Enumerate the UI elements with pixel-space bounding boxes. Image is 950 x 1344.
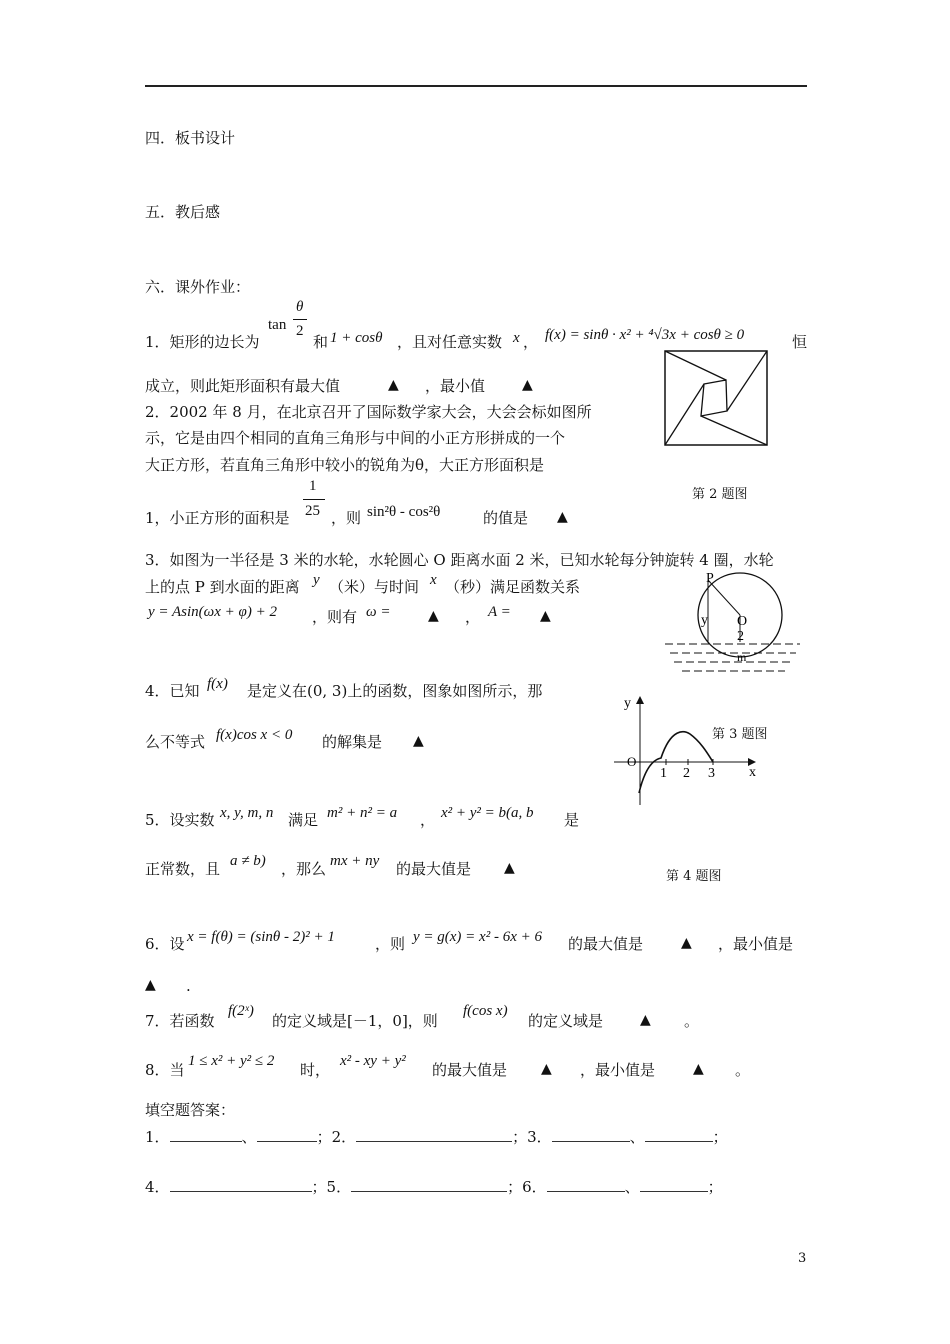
answer-blank-1b[interactable]	[257, 1127, 317, 1142]
figure-4-caption: 第 4 题图	[666, 869, 722, 884]
svg-text:y: y	[701, 613, 708, 628]
header-rule	[145, 85, 807, 87]
fraction-bar	[303, 499, 325, 500]
svg-text:m: m	[737, 650, 747, 664]
svg-text:2: 2	[737, 629, 744, 644]
svg-text:2: 2	[683, 766, 690, 781]
figure-2-square-diagram	[664, 350, 768, 446]
answer-blank-6b[interactable]	[640, 1177, 708, 1192]
svg-text:O: O	[737, 614, 748, 629]
answer-blank-1a[interactable]	[170, 1127, 242, 1142]
answer-blank-5[interactable]	[351, 1177, 507, 1192]
section-5-heading: 五．教后感	[145, 203, 221, 221]
svg-text:O: O	[627, 754, 637, 769]
fraction-bar	[293, 319, 307, 320]
answer-title: 填空题答案：	[145, 1101, 236, 1119]
answer-blank-3b[interactable]	[645, 1127, 713, 1142]
answer-blank-6a[interactable]	[547, 1177, 625, 1192]
answer-row-1: 1． 、 ；2． ；3． 、 ；	[145, 1128, 728, 1146]
answer-row-2: 4． ；5． ；6． 、 ；	[145, 1178, 723, 1196]
section-6-heading: 六．课外作业：	[145, 278, 251, 296]
answer-blank-2[interactable]	[356, 1127, 512, 1142]
figure-3-water-wheel	[660, 568, 805, 676]
page-number: 3	[798, 1251, 807, 1266]
svg-text:y: y	[624, 696, 631, 711]
figure-3-caption: 第 3 题图	[712, 727, 768, 742]
svg-text:1: 1	[660, 766, 667, 781]
figure-4-function-graph	[606, 690, 766, 810]
section-4-heading: 四．板书设计	[145, 129, 236, 147]
answer-blank-3a[interactable]	[552, 1127, 630, 1142]
svg-text:x: x	[749, 765, 756, 780]
svg-text:3: 3	[708, 766, 715, 781]
svg-text:P: P	[706, 571, 714, 586]
figure-2-caption: 第 2 题图	[692, 487, 748, 502]
answer-blank-4[interactable]	[170, 1177, 312, 1192]
